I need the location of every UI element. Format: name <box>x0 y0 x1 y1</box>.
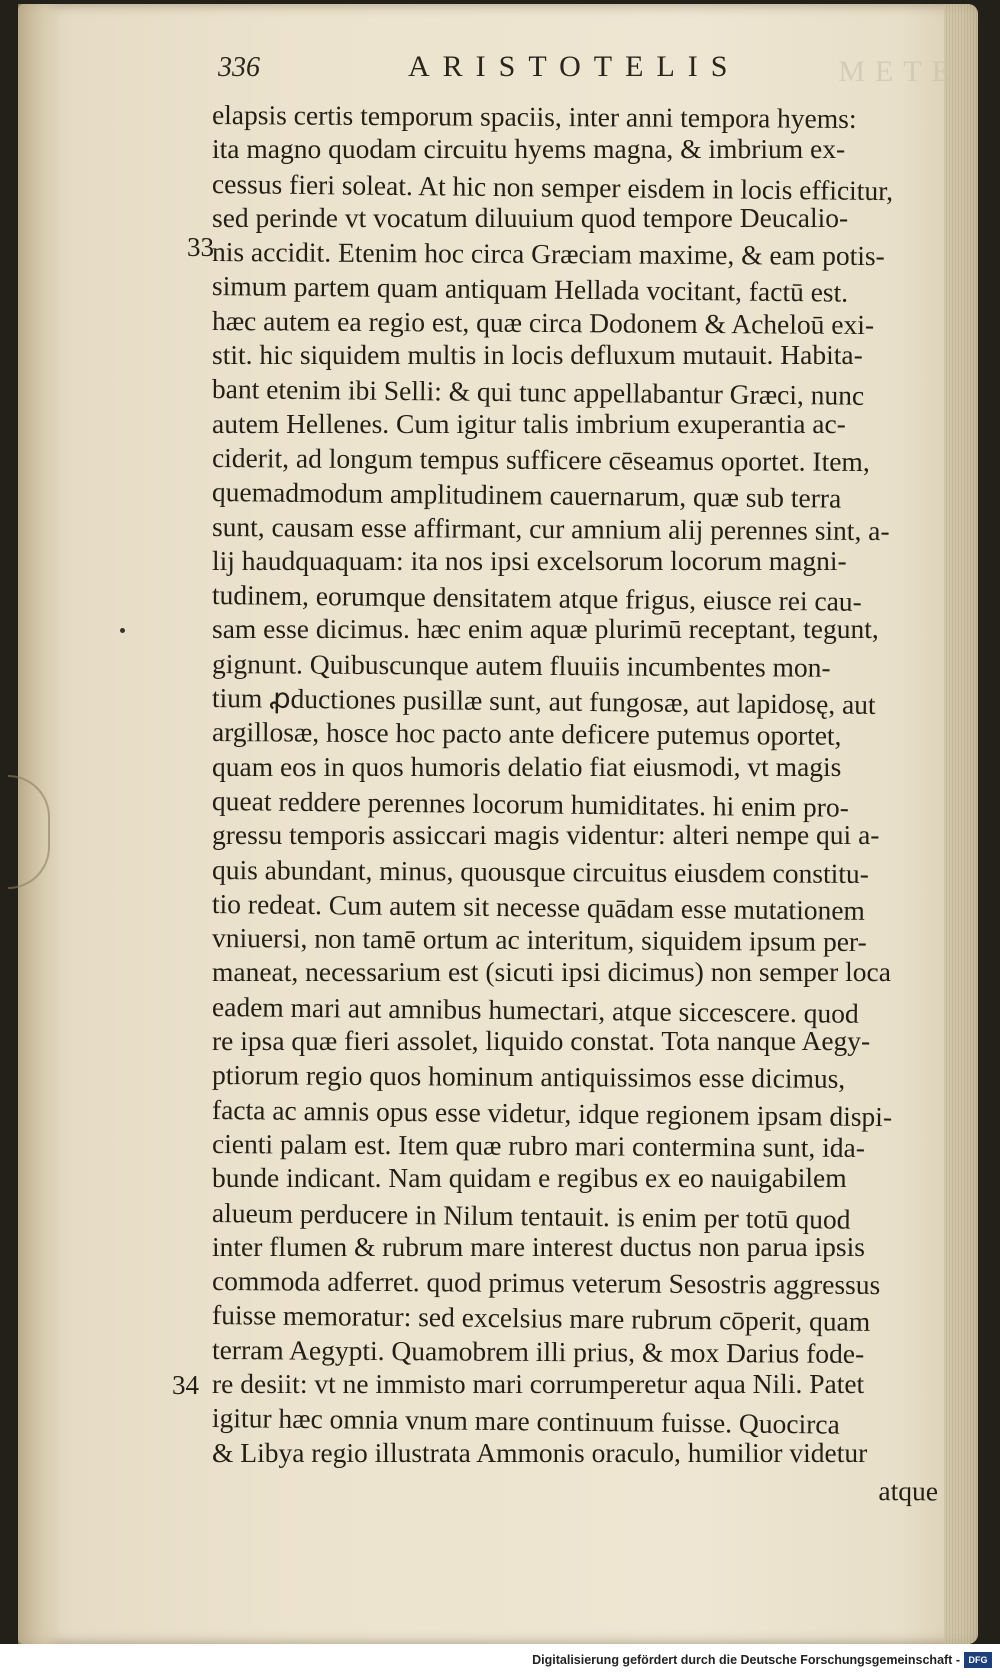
text-line: elapsis certis temporum spaciis, inter anni tempora hyems: <box>211 99 857 134</box>
page-header <box>0 50 1000 90</box>
text-line: ptiorum regio quos hominum antiquissimos esse dicimus, <box>211 1059 846 1095</box>
text-line: & Libya regio illustrata Ammonis oraculo, humilior videtur <box>212 1436 868 1468</box>
text-line: eadem mari aut amnibus humectari, atque siccescere. quod <box>211 990 859 1029</box>
main-text <box>211 98 942 1507</box>
text-line: commoda adferret. quod primus veterum Sesostris aggressus <box>211 1265 881 1301</box>
digitization-footer <box>0 1644 1000 1678</box>
running-title: ARISTOTELIS <box>408 50 741 83</box>
text-line: fuisse memoratur: sed excelsius mare rubrum cōperit, quam <box>211 1299 871 1338</box>
bleed-through-title: METE <box>838 55 960 88</box>
text-line: maneat, necessarium est (sicuti ipsi dicimus) non semper loca <box>212 956 891 988</box>
text-line: igitur hæc omnia vnum mare continuum fuisse. Quocirca <box>211 1402 840 1440</box>
text-line: inter flumen & rubrum mare interest ductus non parua ipsis <box>212 1230 865 1262</box>
text-line: nis accidit. Etenim hoc circa Græciam maxime, & eam potis- <box>211 236 885 272</box>
text-line: cienti palam est. Item quæ rubro mari contermina sunt, ida- <box>211 1127 866 1163</box>
text-line: sam esse dicimus. hæc enim aquæ plurimū receptant, tegunt, <box>212 613 879 645</box>
text-line: alueum perducere in Nilum tentauit. is enim per totū quod <box>211 1196 851 1235</box>
text-line: simum partem quam antiquam Hellada vocitant, factū est. <box>211 270 849 309</box>
text-line: re ipsa quæ fieri assolet, liquido constat. Tota nanque Aegy- <box>212 1025 871 1057</box>
text-line: stit. hic siquidem multis in locis defluxum mutauit. Habita- <box>212 339 863 371</box>
text-line: cessus fieri soleat. At hic non semper eisdem in locis efficitur, <box>211 167 894 206</box>
margin-section-number: 33 <box>187 232 214 262</box>
ink-speck <box>120 628 125 633</box>
text-line: facta ac amnis opus esse videtur, idque regionem ipsam dispi- <box>211 1093 893 1132</box>
digitization-note: Digitalisierung gefördert durch die Deutsche Forschungsgemeinschaft - <box>532 1653 960 1667</box>
text-line: gressu temporis assiccari magis videntur: alteri nempe qui a- <box>212 819 880 851</box>
text-line: ita magno quodam circuitu hyems magna, & imbrium ex- <box>212 133 846 165</box>
catchword: atque <box>878 1474 939 1507</box>
text-line: ciderit, ad longum tempus sufficere cēseamus oportet. Item, <box>211 441 870 477</box>
page-fore-edge <box>944 4 978 1644</box>
text-line: bunde indicant. Nam quidam e regibus ex eo nauigabilem <box>212 1162 847 1194</box>
text-line: vniuersi, non tamē ortum ac interitum, siquidem ipsum per- <box>211 922 867 958</box>
text-line: hæc autem ea regio est, quæ circa Dodonem & Acheloū exi- <box>211 304 875 340</box>
text-line: lij haudquaquam: ita nos ipsi excelsorum locorum magni- <box>212 544 847 576</box>
text-line: terram Aegypti. Quamobrem illi prius, & mox Darius fode- <box>211 1333 865 1369</box>
text-line: tium ꝓductiones pusillæ sunt, aut fungosæ, aut lapidosę, aut <box>211 682 876 720</box>
margin-section-number: 34 <box>172 1370 199 1400</box>
text-line: bant etenim ibi Selli: & qui tunc appellabantur Græci, nunc <box>211 373 865 412</box>
dfg-logo: DFG <box>964 1652 992 1668</box>
text-line: sunt, causam esse affirmant, cur amnium alij perennes sint, a- <box>211 510 890 546</box>
text-line: argillosæ, hosce hoc pacto ante deficere putemus oportet, <box>211 716 842 752</box>
text-line: sed perinde vt vocatum diluuium quod tempore Deucalio- <box>212 201 849 233</box>
text-line: autem Hellenes. Cum igitur talis imbrium exuperantia ac- <box>212 407 846 439</box>
text-line: quam eos in quos humoris delatio fiat eiusmodi, vt magis <box>212 750 842 782</box>
text-line: gignunt. Quibuscunque autem fluuiis incumbentes mon- <box>211 647 831 683</box>
text-line: tio redeat. Cum autem sit necesse quādam esse mutationem <box>211 887 866 926</box>
page-number: 336 <box>218 52 260 83</box>
text-line: tudinem, eorumque densitatem atque frigus, eiusce rei cau- <box>211 579 862 617</box>
text-line: queat reddere perennes locorum humiditates. hi enim pro- <box>211 784 850 823</box>
text-line: re desiit: vt ne immisto mari corrumperetur aqua Nili. Patet <box>212 1367 865 1399</box>
text-line: quis abundant, minus, quousque circuitus eiusdem constitu- <box>211 853 869 889</box>
text-line: quemadmodum amplitudinem cauernarum, quæ sub terra <box>211 476 842 514</box>
